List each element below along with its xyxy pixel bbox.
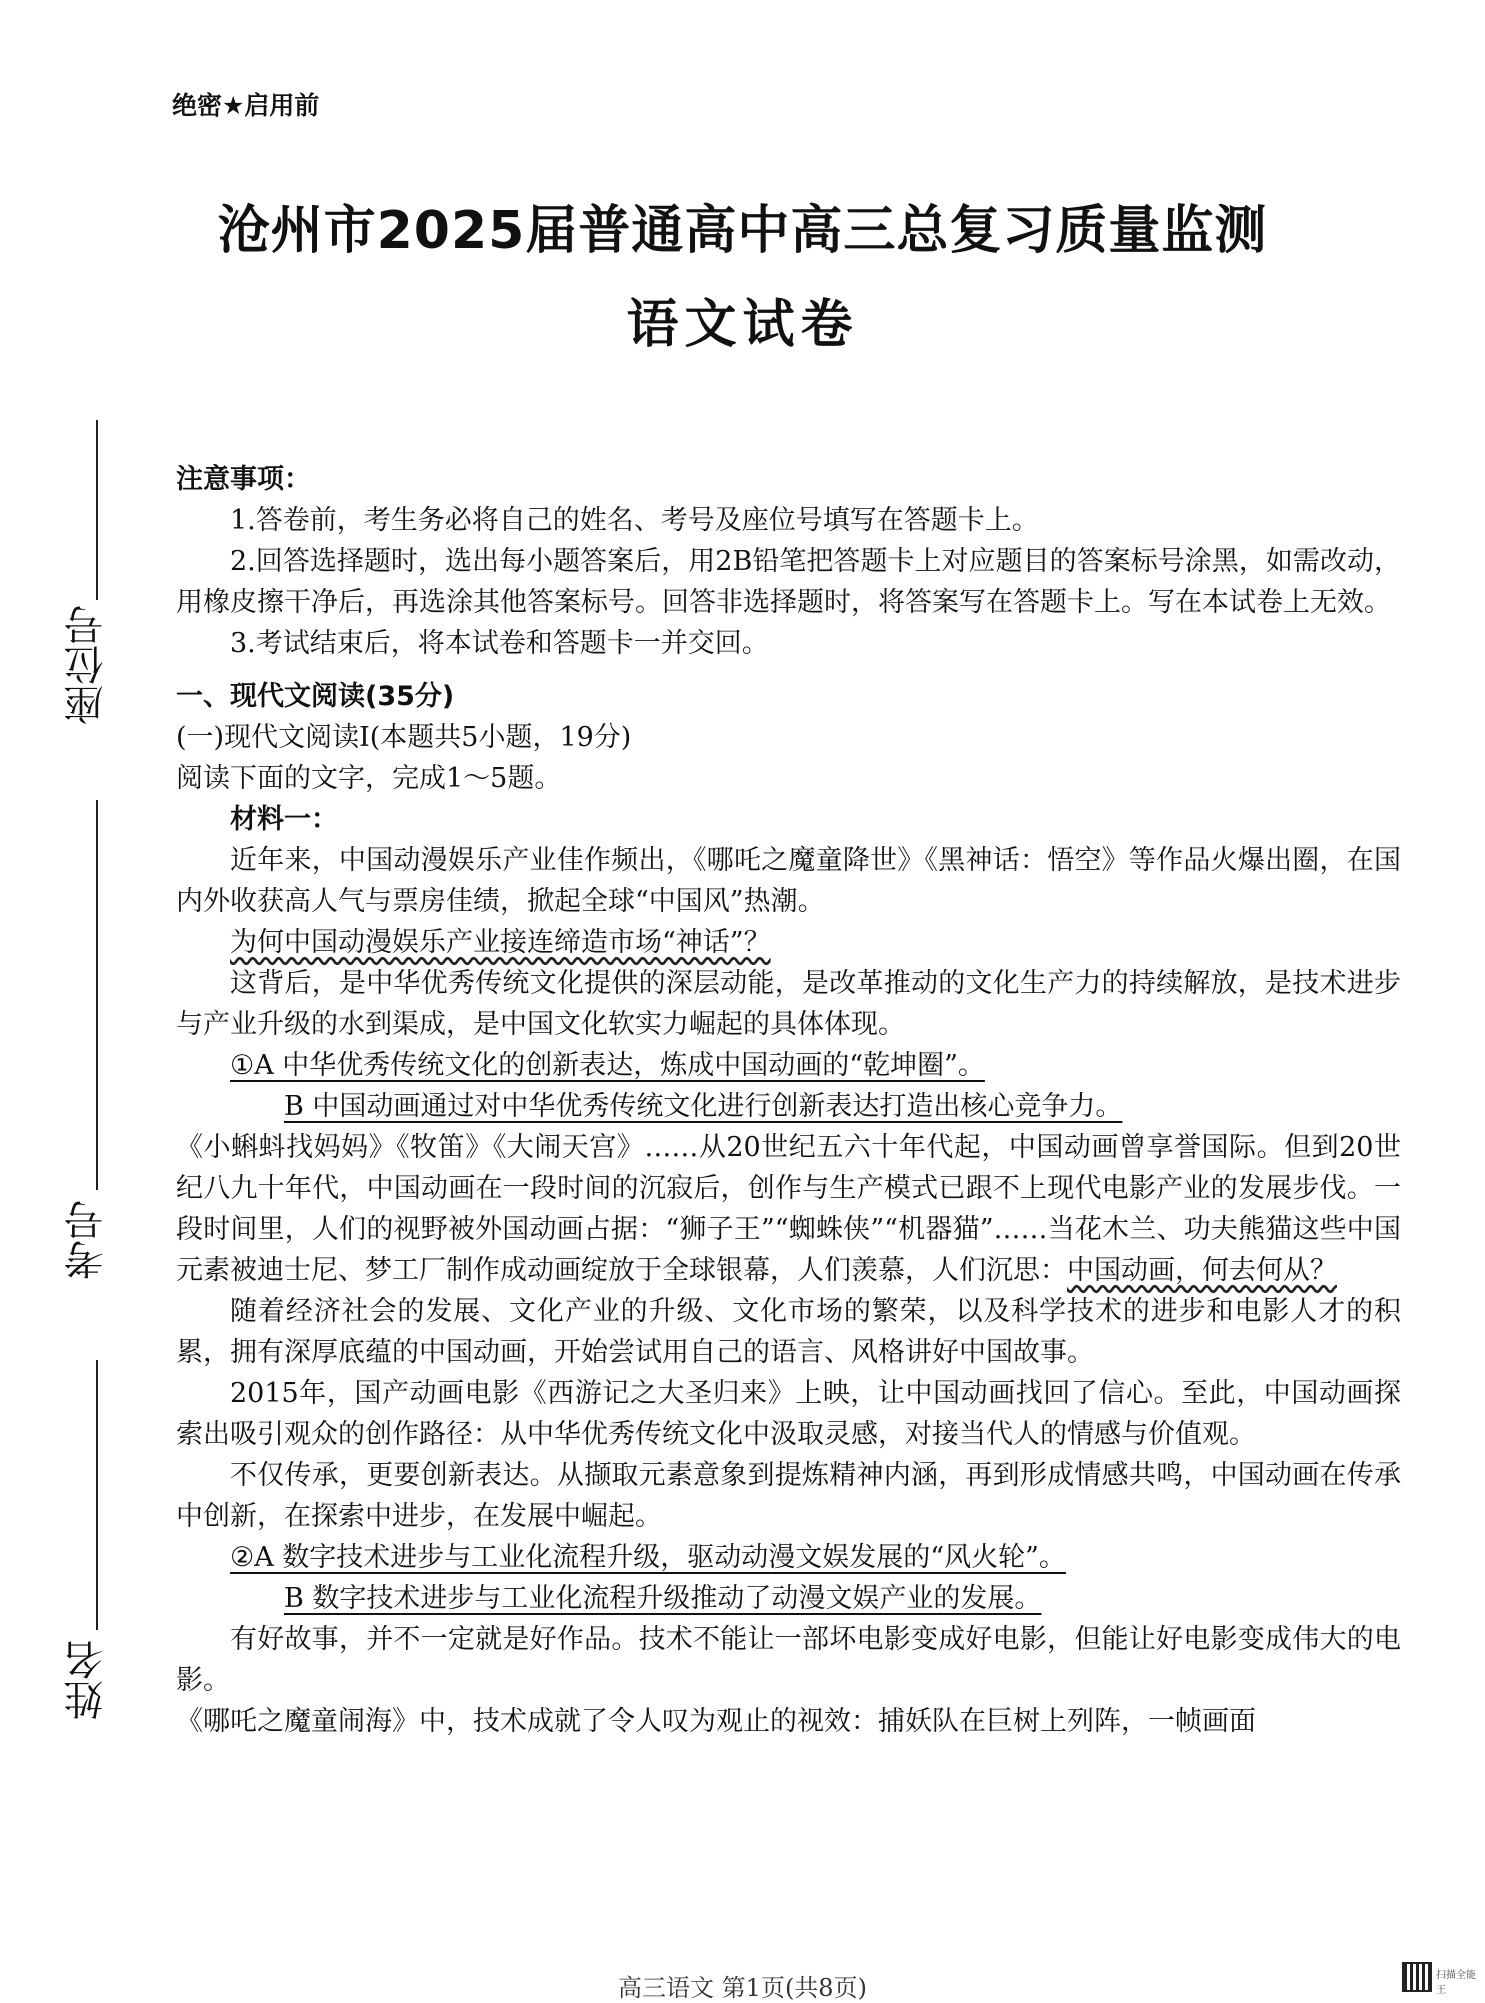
seat-number-field[interactable] [38, 420, 118, 730]
section-sub-heading: (一)现代文阅读Ⅰ(本题共5小题，19分) [176, 722, 632, 753]
subheading-option-a: ①A 中华优秀传统文化的创新表达，炼成中国动画的“乾坤圈”。 [230, 1050, 985, 1081]
paragraph: 2015年，国产动画电影《西游记之大圣归来》上映，让中国动画找回了信心。至此，中国动画探索出吸引观众的创作路径：从中华优秀传统文化中汲取灵感，对接当代人的情感与价值观。 [176, 1378, 1401, 1450]
subheading-option-a: ②A 数字技术进步与工业化流程升级，驱动动漫文娱发展的“风火轮”。 [230, 1542, 1066, 1573]
name-label: 姓名 [64, 1640, 110, 1720]
exam-subject-title: 语文试卷 [626, 295, 859, 355]
name-field[interactable] [38, 1360, 118, 1730]
paragraph: 这背后，是中华优秀传统文化提供的深层动能，是改革推动的文化生产力的持续解放，是技术进步与产业升级的水到渠成，是中国文化软实力崛起的具体体现。 [176, 968, 1401, 1040]
confidential-mark: 绝密★启用前 [172, 91, 320, 120]
paragraph: 随着经济社会的发展、文化产业的升级、文化市场的繁荣，以及科学技术的进步和电影人才的积累，拥有深厚底蕴的中国动画，开始尝试用自己的语言、风格讲好中国故事。 [176, 1296, 1401, 1368]
question-wavy-underline: 为何中国动漫娱乐产业接连缔造市场“神话”？ [230, 927, 771, 958]
note-item: 3.考试结束后，将本试卷和答题卡一并交回。 [230, 628, 769, 659]
exam-number-line [96, 800, 98, 1190]
exam-title: 沧州市2025届普通高中高三总复习质量监测 [217, 201, 1268, 261]
note-item: 1.答卷前，考生务必将自己的姓名、考号及座位号填写在答题卡上。 [230, 505, 1039, 536]
exam-number-label: 考号 [64, 1200, 110, 1280]
paragraph: 不仅传承，更要创新表达。从撷取元素意象到提炼精神内涵，再到形成情感共鸣，中国动画在传承中创新，在探索中进步，在发展中崛起。 [176, 1460, 1401, 1532]
paragraph: 有好故事，并不一定就是好作品。技术不能让一部坏电影变成好电影，但能让好电影变成伟大的电影。 [176, 1624, 1401, 1696]
note-item: 2.回答选择题时，选出每小题答案后，用2B铅笔把答题卡上对应题目的答案标号涂黑，如需改动，用橡皮擦干净后，再选涂其他答案标号。回答非选择题时，将答案写在答题卡上。写在本试卷上无效。 [176, 546, 1401, 618]
subheading-option-b: B 数字技术进步与工业化流程升级推动了动漫文娱产业的发展。 [284, 1583, 1042, 1614]
notes-heading: 注意事项： [176, 464, 311, 495]
qr-code-icon [1402, 1962, 1432, 1992]
question-wavy-underline: 中国动画，何去何从？ [1067, 1255, 1337, 1286]
paragraph: 《哪吒之魔童闹海》中，技术成就了令人叹为观止的视效：捕妖队在巨树上列阵，一帧画面 [176, 1706, 1256, 1737]
page-footer: 高三语文 第1页(共8页) [618, 1974, 867, 2002]
section-heading: 一、现代文阅读(35分) [176, 681, 455, 712]
exam-number-field[interactable] [38, 800, 118, 1290]
material-label: 材料一： [230, 804, 338, 835]
seat-number-label: 座位号 [64, 605, 110, 725]
exam-body [176, 459, 1401, 1742]
subheading-option-b: B 中国动画通过对中华优秀传统文化进行创新表达打造出核心竞争力。 [284, 1091, 1123, 1122]
scanner-watermark: 扫描全能王 [1436, 1970, 1476, 1996]
paragraph: 《小蝌蚪找妈妈》《牧笛》《大闹天宫》……从20世纪五六十年代起，中国动画曾享誉国际。但到20世纪八九十年代，中国动画在一段时间的沉寂后，创作与生产模式已跟不上现代电影产业的发展步伐。一段时间里，人们的视野被外国动画占据：“狮子王”“蜘蛛侠”“机器猫”……当花木兰、功夫熊猫这些中国元素被迪士尼、梦工厂制作成动画绽放于全球银幕，人们羡慕，人们沉思： [176, 1132, 1401, 1286]
section-instruction: 阅读下面的文字，完成1～5题。 [176, 763, 562, 794]
seat-number-line [96, 420, 98, 600]
paragraph: 近年来，中国动漫娱乐产业佳作频出，《哪吒之魔童降世》《黑神话：悟空》等作品火爆出圈，在国内外收获高人气与票房佳绩，掀起全球“中国风”热潮。 [176, 845, 1401, 917]
name-line [96, 1360, 98, 1630]
